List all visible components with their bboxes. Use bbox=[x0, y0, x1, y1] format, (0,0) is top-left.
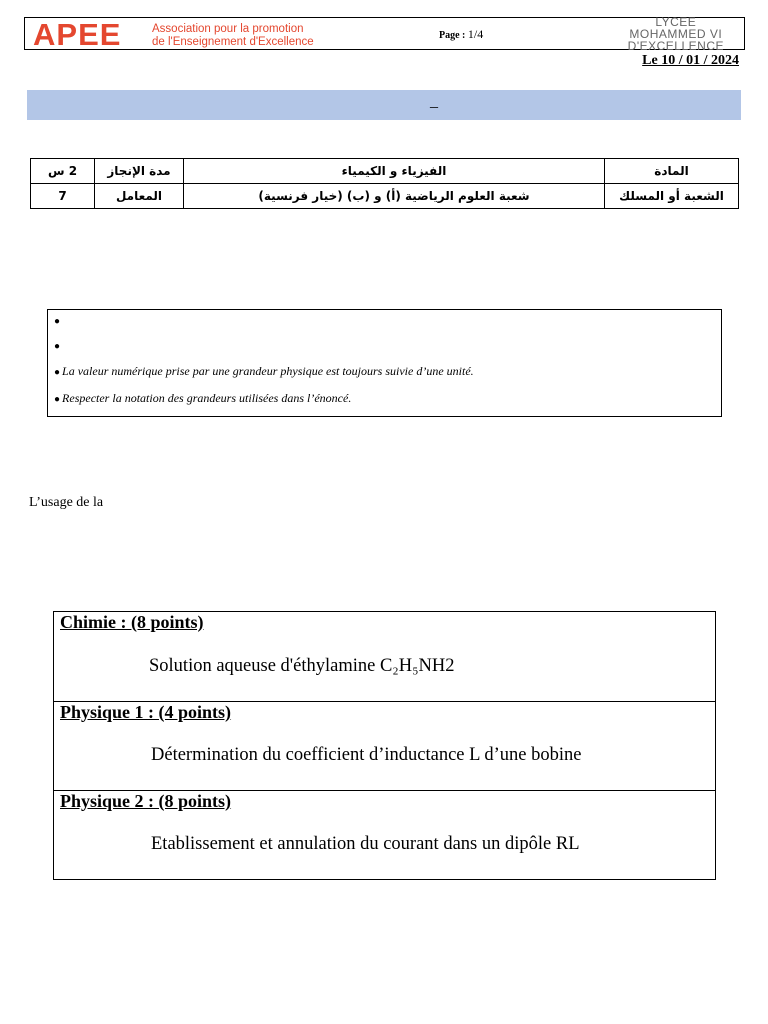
section-subtitle: Détermination du coefficient d’inductance L d’une bobine bbox=[151, 745, 582, 765]
page-value: 1/4 bbox=[467, 27, 484, 41]
header-box bbox=[24, 15, 745, 53]
table-row bbox=[31, 184, 739, 209]
page-number bbox=[439, 27, 483, 42]
usage-note: L’usage de la bbox=[29, 495, 104, 510]
logo-tagline bbox=[152, 23, 314, 49]
bullet-icon: ● bbox=[54, 394, 61, 405]
section-subtitle: Solution aqueuse d'éthylamine C₂H₅NH2 bbox=[149, 656, 455, 676]
section-physique-1 bbox=[54, 701, 715, 790]
instruction-item bbox=[54, 338, 62, 353]
instruction-item: ● La valeur numérique prise par une grandeur physique est toujours suivie d’une unité. bbox=[54, 364, 474, 378]
branch-value: شعبة العلوم الرياضية (أ) و (ب) (خيار فرنسية) bbox=[184, 184, 605, 209]
section-chimie bbox=[54, 612, 715, 701]
exam-info-table bbox=[30, 158, 739, 209]
section-subtitle: Etablissement et annulation du courant dans un dipôle RL bbox=[151, 834, 580, 854]
page-label: Page : bbox=[439, 30, 466, 41]
lycee-line-1: LYCEE bbox=[655, 15, 697, 29]
instruction-item bbox=[54, 313, 62, 328]
section-title: Chimie : (8 points) bbox=[60, 612, 204, 632]
duration-value: 2 س bbox=[31, 159, 95, 184]
band-dash: _ bbox=[430, 93, 438, 110]
bullet-icon: ● bbox=[54, 341, 61, 352]
subject-value: الفيزياء و الكيمياء bbox=[184, 159, 605, 184]
bullet-icon: ● bbox=[54, 316, 61, 327]
instruction-item: ● Respecter la notation des grandeurs utilisées dans l’énoncé. bbox=[54, 391, 352, 405]
section-physique-2 bbox=[54, 790, 715, 879]
coef-label: المعامل bbox=[95, 184, 184, 209]
apee-logo: APEE bbox=[33, 17, 122, 52]
subject-label: المادة bbox=[605, 159, 739, 184]
instructions-box bbox=[47, 309, 722, 417]
branch-label: الشعبة أو المسلك bbox=[605, 184, 739, 209]
exam-date: Le 10 / 01 / 2024 bbox=[642, 53, 739, 68]
coef-value: 7 bbox=[31, 184, 95, 209]
logo-tagline-line-1: Association pour la promotion bbox=[152, 23, 304, 35]
logo-tagline-line-2: de l'Enseignement d'Excellence bbox=[152, 36, 314, 48]
duration-label: مدة الإنجاز bbox=[95, 159, 184, 184]
table-row bbox=[31, 159, 739, 184]
sections-box bbox=[53, 611, 716, 880]
section-title: Physique 1 : (4 points) bbox=[60, 702, 232, 722]
lycee-line-2: MOHAMMED VI bbox=[629, 27, 723, 41]
lycee-logo bbox=[628, 16, 724, 52]
title-band bbox=[27, 90, 741, 120]
bullet-icon: ● bbox=[54, 367, 61, 378]
section-title: Physique 2 : (8 points) bbox=[60, 791, 232, 811]
lycee-line-3: D'EXCELLENCE bbox=[627, 39, 724, 53]
